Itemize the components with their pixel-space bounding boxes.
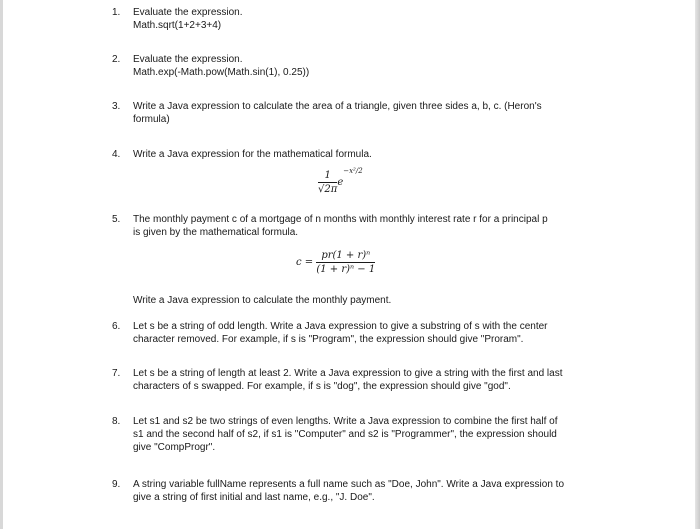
formula-exponent: −x²/2 [343,166,363,175]
page-edge-left [0,0,3,529]
question-text: characters of s swapped. For example, if s is "dog", the expression should give "god". [133,381,511,392]
page-edge-right [695,0,700,529]
question-number: 5. [112,214,121,225]
question-text: give a string of first initial and last name, e.g., "J. Doe". [133,492,375,503]
formula-gaussian [318,166,363,195]
question-text: A string variable fullName represents a full name such as "Doe, John". Write a Java expression to [133,479,565,490]
question-text: Let s1 and s2 be two strings of even lengths. Write a Java expression to combine the first half of [133,416,558,427]
question-text: The monthly payment c of a mortgage of n months with monthly interest rate r for a principal p [133,214,548,225]
question-number: 3. [112,101,121,112]
question-number: 8. [112,416,121,427]
question-text: Evaluate the expression. [133,7,243,18]
question-text: Evaluate the expression. [133,54,243,65]
question-number: 7. [112,368,121,379]
formula-numerator: 1 [318,170,337,183]
question-text: s1 and the second half of s2, if s1 is "Computer" and s2 is "Programmer", the expression should [133,429,557,440]
question-text: Math.exp(-Math.pow(Math.sin(1), 0.25)) [133,67,310,78]
question-number: 1. [112,7,121,18]
formula-mortgage [296,250,375,275]
question-text: character removed. For example, if s is "Program", the expression should give "Proram". [133,334,524,345]
question-text: Let s be a string of length at least 2. Write a Java expression to give a string with the first and last [133,368,563,379]
question-text: give "CompProgr". [133,442,216,453]
question-number: 4. [112,149,121,160]
question-text: Let s be a string of odd length. Write a Java expression to give a substring of s with the center [133,321,548,332]
formula-denominator: √2π [318,184,338,195]
formula-denominator: (1 + r)ⁿ − 1 [316,264,376,275]
formula-base: e [337,177,344,188]
question-number: 6. [112,321,121,332]
question-text: formula) [133,114,170,125]
question-text: Write a Java expression for the mathematical formula. [133,149,372,160]
question-text: Math.sqrt(1+2+3+4) [133,20,222,31]
question-number: 9. [112,479,121,490]
formula-numerator: pr(1 + r)ⁿ [316,250,375,263]
question-number: 2. [112,54,121,65]
formula-lhs: c = [296,257,314,268]
question-text: Write a Java expression to calculate the monthly payment. [133,295,392,306]
question-text: Write a Java expression to calculate the area of a triangle, given three sides a, b, c. (Heron's [133,101,542,112]
question-text: is given by the mathematical formula. [133,227,299,238]
